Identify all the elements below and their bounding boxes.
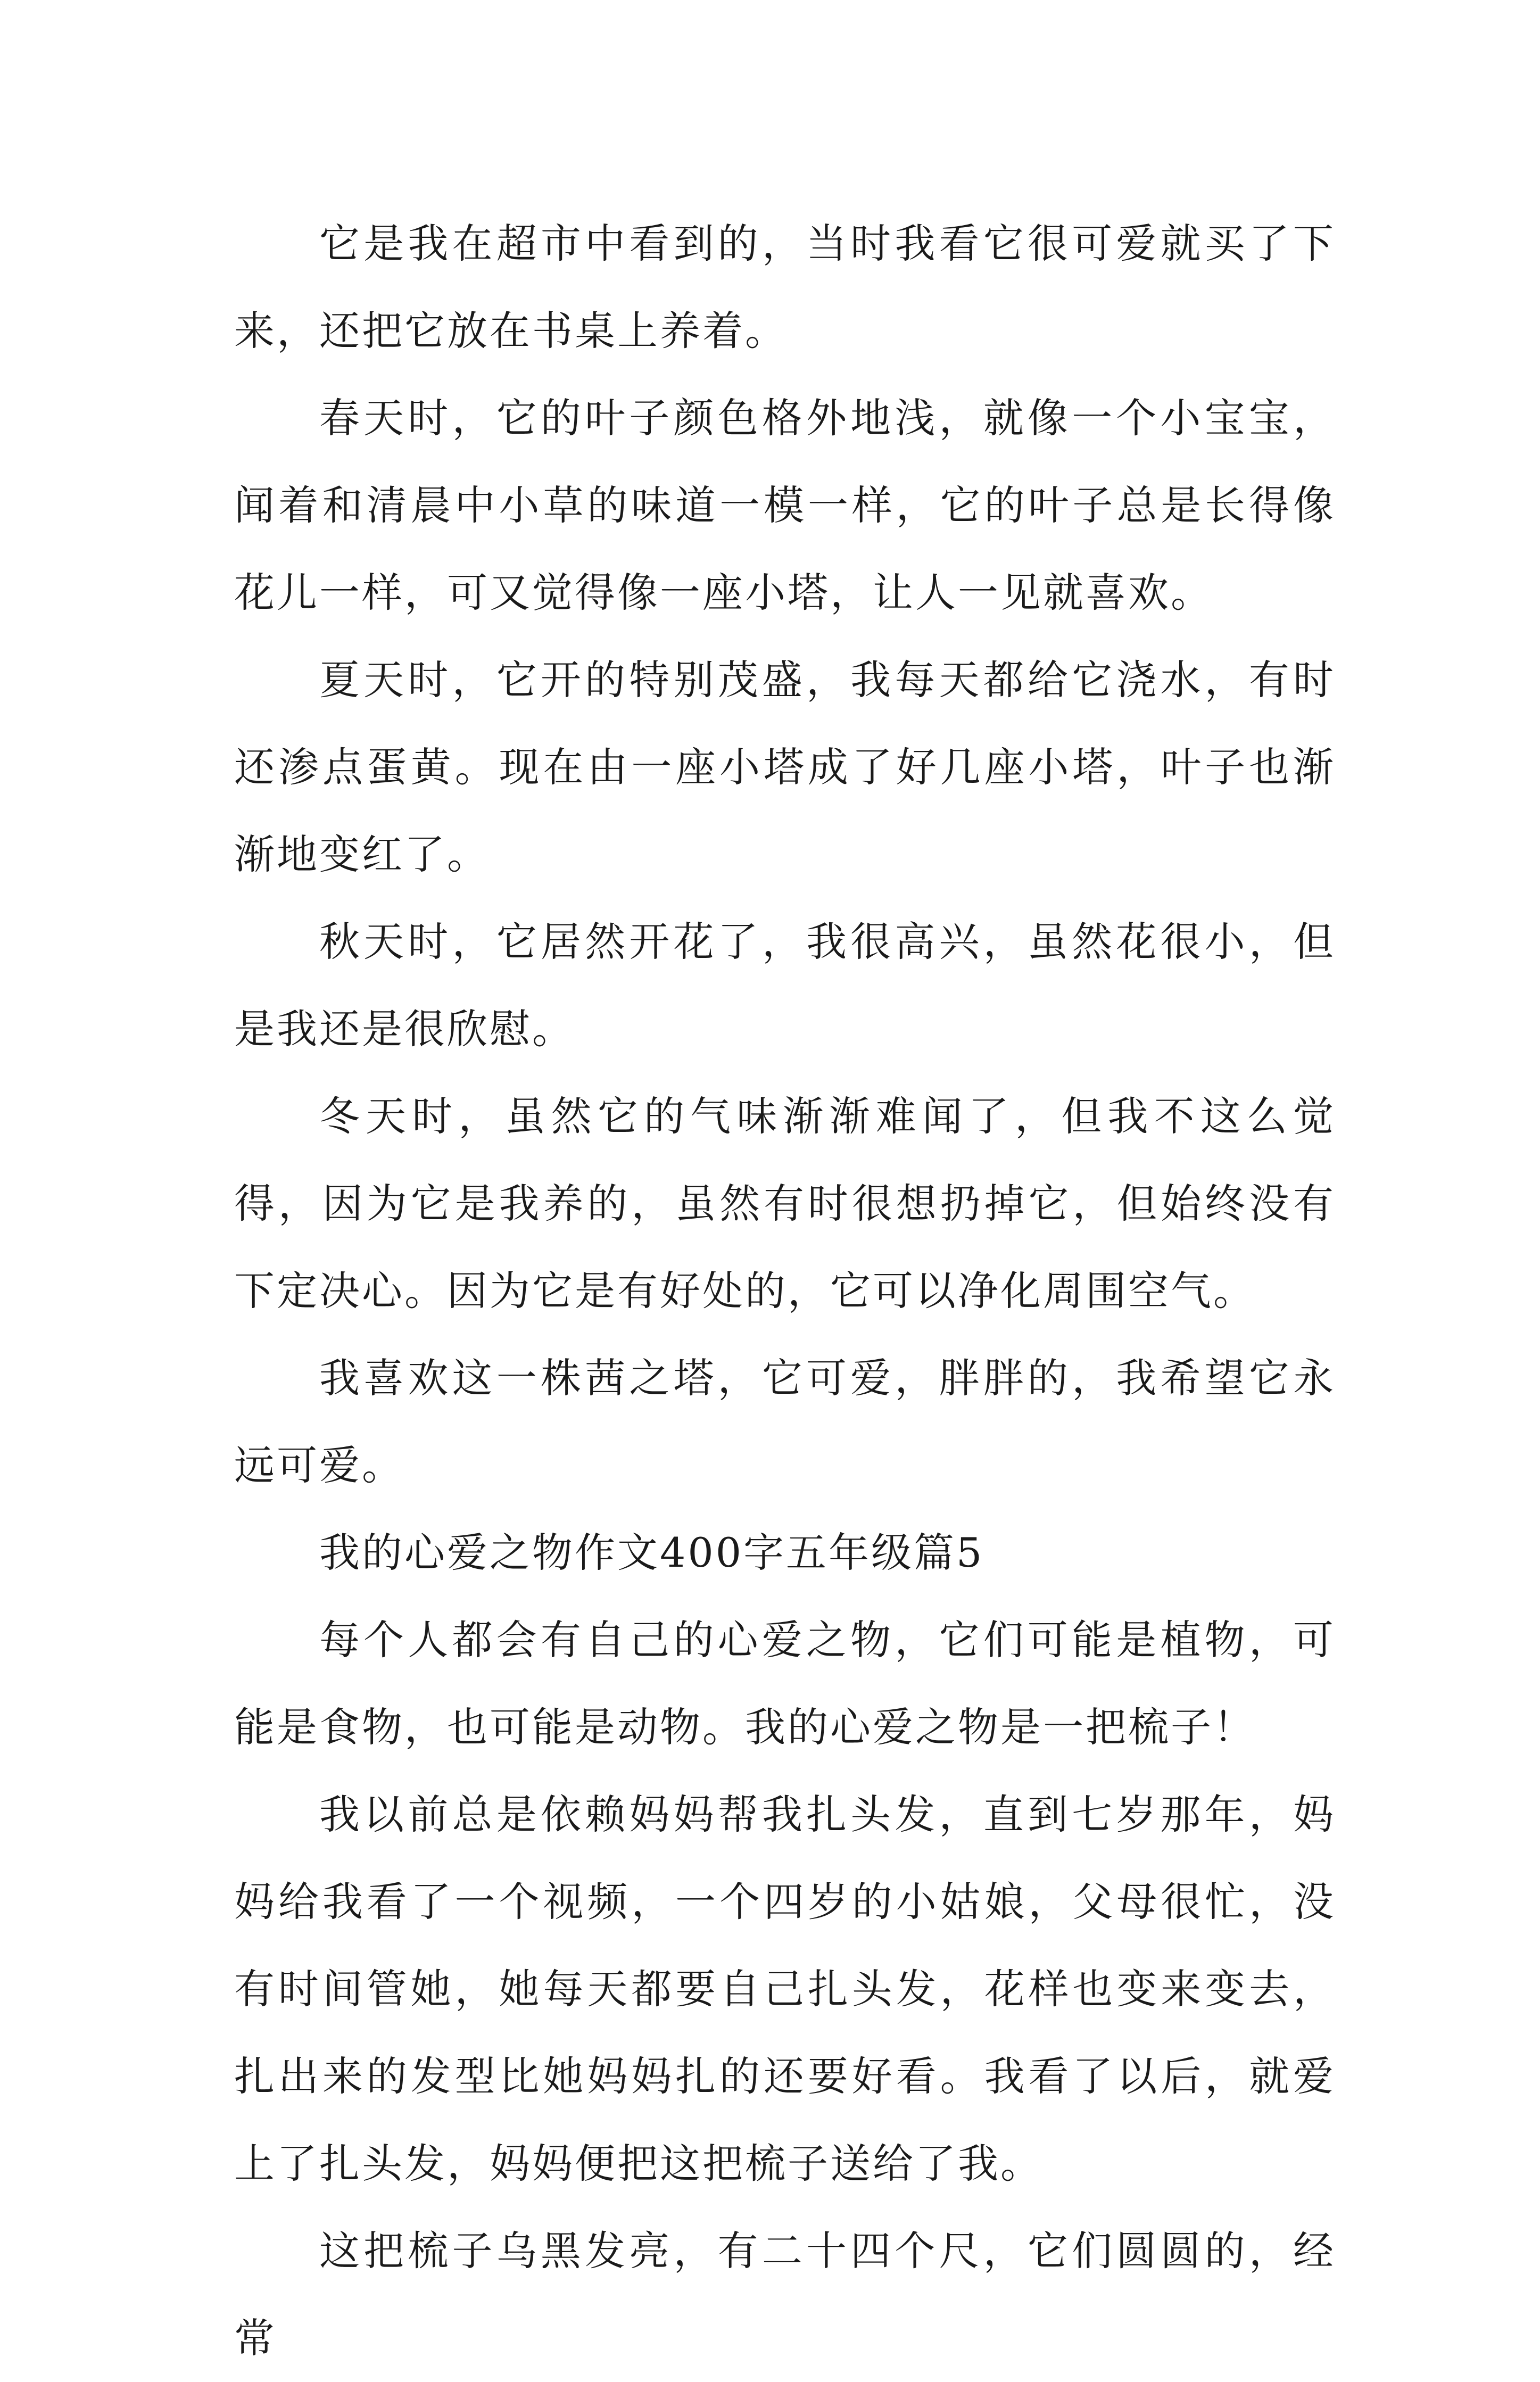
paragraph-8: 我以前总是依赖妈妈帮我扎头发，直到七岁那年，妈妈给我看了一个视频，一个四岁的小姑娘，父母很忙，没有时间管她，她每天都要自己扎头发，花样也变来变去，扎出来的发型比她妈妈扎的还要好看。我看了以后，就爱上了扎头发，妈妈便把这把梳子送给了我。 [234,1791,1336,2187]
paragraph-2: 春天时，它的叶子颜色格外地浅，就像一个小宝宝，闻着和清晨中小草的味道一模一样，它的叶子总是长得像花儿一样，可又觉得像一座小塔，让人一见就喜欢。 [234,394,1336,616]
paragraph-9: 这把梳子乌黑发亮，有二十四个尺，它们圆圆的，经常 [234,2227,1336,2362]
paragraph-3: 夏天时，它开的特别茂盛，我每天都给它浇水，有时还渗点蛋黄。现在由一座小塔成了好几座小塔，叶子也渐渐地变红了。 [234,656,1336,878]
paragraph-1: 它是我在超市中看到的，当时我看它很可爱就买了下来，还把它放在书桌上养着。 [234,220,1336,354]
paragraph-6: 我喜欢这一株茜之塔，它可爱，胖胖的，我希望它永远可爱。 [234,1354,1336,1489]
section-heading: 我的心爱之物作文400字五年级篇5 [319,1529,984,1576]
paragraph-7: 每个人都会有自己的心爱之物，它们可能是植物，可能是食物，也可能是动物。我的心爱之物是一把梳子！ [234,1616,1336,1751]
document-body [234,200,1336,2382]
paragraph-5: 冬天时，虽然它的气味渐渐难闻了，但我不这么觉得，因为它是我养的，虽然有时很想扔掉它，但始终没有下定决心。因为它是有好处的，它可以净化周围空气。 [234,1093,1336,1314]
paragraph-4: 秋天时，它居然开花了，我很高兴，虽然花很小，但是我还是很欣慰。 [234,918,1336,1053]
